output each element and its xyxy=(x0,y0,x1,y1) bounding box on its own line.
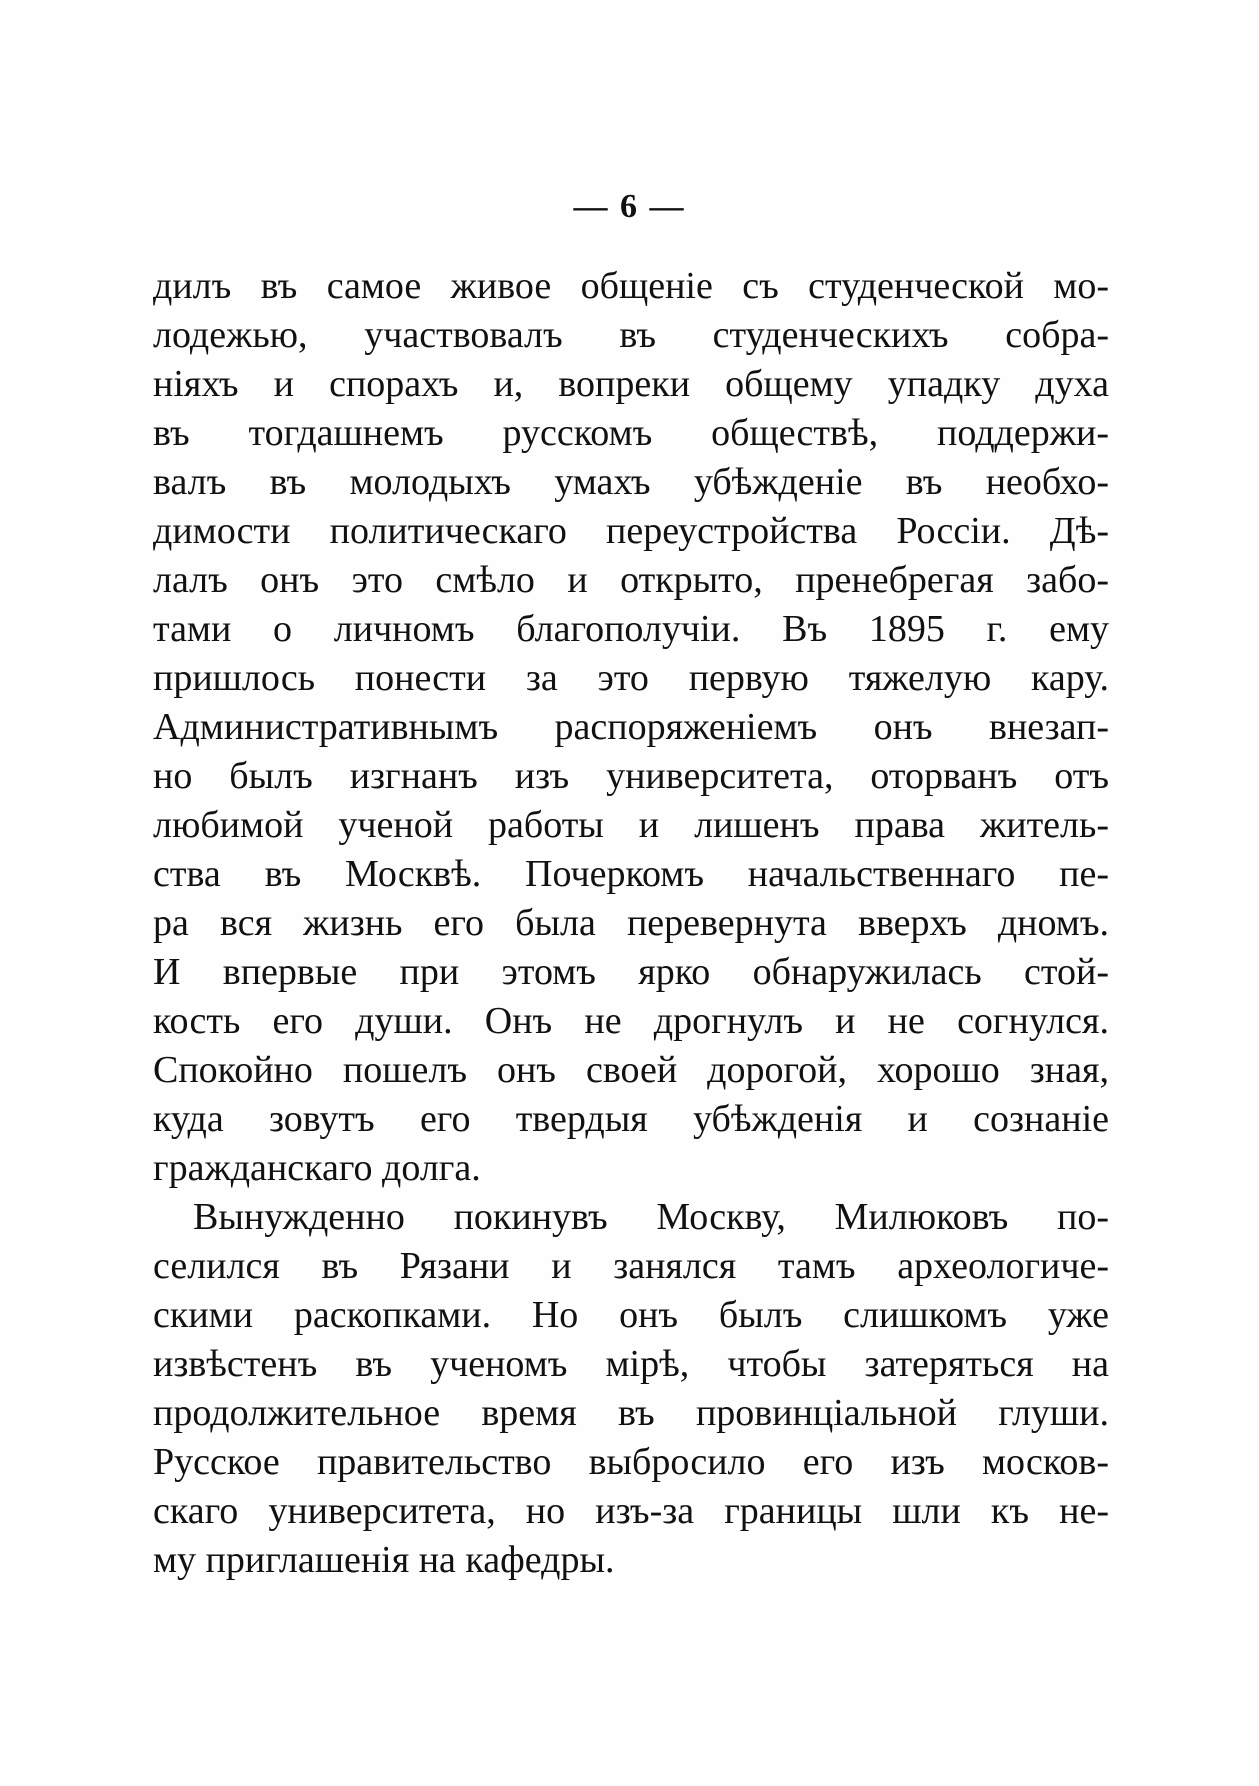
paragraph-2 xyxy=(153,1193,1109,1585)
text-line: куда зовутъ его твердыя убѣжденія и сознаніе xyxy=(153,1098,1109,1140)
text-line: ства въ Москвѣ. Почеркомъ начальственнаго пе- xyxy=(153,853,1109,895)
text-line: гражданскаго долга. xyxy=(153,1147,481,1189)
text-line: Административнымъ распоряженіемъ онъ внезап- xyxy=(153,706,1109,748)
text-line: лодежью, участвовалъ въ студенческихъ собра- xyxy=(153,314,1109,356)
text-line: пришлось понести за это первую тяжелую кару. xyxy=(153,657,1109,699)
text-line: продолжительное время въ провинціальной глуши. xyxy=(153,1392,1109,1434)
text-line: извѣстенъ въ ученомъ мірѣ, чтобы затеряться на xyxy=(153,1343,1109,1385)
text-line: димости политическаго переустройства Россіи. Дѣ- xyxy=(153,510,1109,552)
paragraph-1 xyxy=(153,262,1109,1193)
text-line: дилъ въ самое живое общеніе съ студенческой мо- xyxy=(153,265,1109,307)
text-line: ніяхъ и спорахъ и, вопреки общему упадку духа xyxy=(153,363,1109,405)
text-line: Вынужденно покинувъ Москву, Милюковъ по- xyxy=(193,1196,1109,1238)
text-line: кость его души. Онъ не дрогнулъ и не согнулся. xyxy=(153,1000,1109,1042)
text-line: селился въ Рязани и занялся тамъ археологиче- xyxy=(153,1245,1109,1287)
page-number: — 6 — xyxy=(573,188,686,225)
text-line: лалъ онъ это смѣло и открыто, пренебрегая забо- xyxy=(153,559,1109,601)
text-line: но былъ изгнанъ изъ университета, оторванъ отъ xyxy=(153,755,1109,797)
text-line: скими раскопками. Но онъ былъ слишкомъ уже xyxy=(153,1294,1109,1336)
text-line: любимой ученой работы и лишенъ права житель- xyxy=(153,804,1109,846)
text-line: валъ въ молодыхъ умахъ убѣжденіе въ необхо- xyxy=(153,461,1109,503)
text-line: ра вся жизнь его была перевернута вверхъ дномъ. xyxy=(153,902,1109,944)
body-text xyxy=(153,262,1109,1585)
text-line: Русское правительство выбросило его изъ москов- xyxy=(153,1441,1109,1483)
text-line: му приглашенія на кафедры. xyxy=(153,1539,615,1581)
text-line: И впервые при этомъ ярко обнаружилась стой- xyxy=(153,951,1109,993)
text-line: въ тогдашнемъ русскомъ обществѣ, поддержи- xyxy=(153,412,1109,454)
text-line: тами о личномъ благополучіи. Въ 1895 г. ему xyxy=(153,608,1109,650)
text-line: скаго университета, но изъ-за границы шли къ не- xyxy=(153,1490,1109,1532)
text-line: Спокойно пошелъ онъ своей дорогой, хорошо зная, xyxy=(153,1049,1109,1091)
